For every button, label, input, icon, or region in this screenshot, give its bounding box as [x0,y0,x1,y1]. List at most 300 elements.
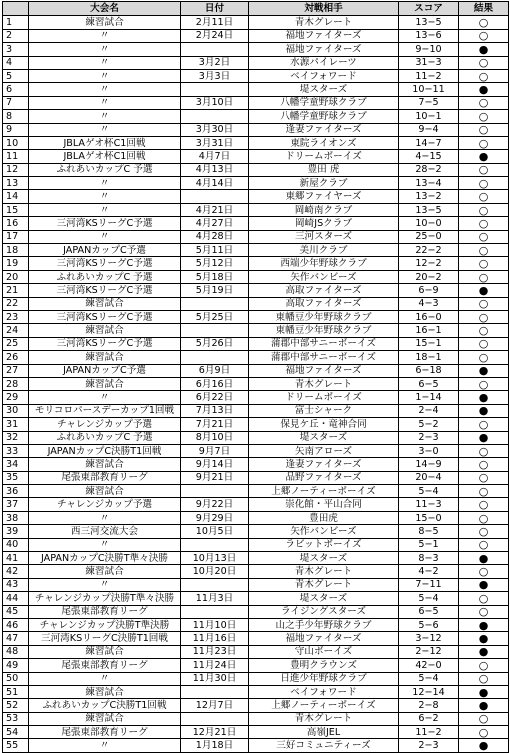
opponent-name: 高取ファイターズ [249,284,399,297]
tournament-name: ふれあいカップC 予選 [29,163,181,176]
game-result: ● [459,739,509,752]
table-row [3,431,509,444]
tournament-name: ふれあいカップC 予選 [29,431,181,444]
game-score: 2−4 [399,404,459,417]
game-score: 42−0 [399,659,459,672]
tournament-name: 練習試合 [29,16,181,29]
table-row [3,150,509,163]
game-score: 31−3 [399,56,459,69]
tournament-name: JAPANカップC予選 [29,244,181,257]
game-result: ○ [459,310,509,323]
table-row [3,525,509,538]
table-row [3,230,509,243]
tournament-name: 〃 [29,43,181,56]
game-date: 12月7日 [181,699,249,712]
game-date: 4月7日 [181,150,249,163]
game-result: ○ [459,418,509,431]
game-score: 25−0 [399,230,459,243]
row-number: 46 [3,618,29,631]
game-date: 9月14日 [181,458,249,471]
row-number: 34 [3,458,29,471]
results-table [2,1,509,753]
game-date: 11月3日 [181,592,249,605]
game-score: 22−2 [399,244,459,257]
tournament-name: 〃 [29,190,181,203]
table-row [3,605,509,618]
table-row [3,618,509,631]
tournament-name: 尾張東部教育リーグ [29,471,181,484]
row-number: 24 [3,324,29,337]
game-date [181,190,249,203]
row-number: 9 [3,123,29,136]
table-row [3,190,509,203]
row-number: 37 [3,498,29,511]
game-date: 9月7日 [181,444,249,457]
game-date: 11月24日 [181,659,249,672]
game-result: ○ [459,177,509,190]
opponent-name: ラビットボーイズ [249,538,399,551]
row-number: 17 [3,230,29,243]
game-date: 8月10日 [181,431,249,444]
game-score: 16−0 [399,310,459,323]
tournament-name: 練習試合 [29,351,181,364]
game-score: 4−15 [399,150,459,163]
row-number: 35 [3,471,29,484]
opponent-name: 美川クラブ [249,244,399,257]
game-score: 2−3 [399,431,459,444]
opponent-name: ベイフォワード [249,685,399,698]
game-result: ● [459,43,509,56]
table-row [3,217,509,230]
row-number: 15 [3,203,29,216]
opponent-name: 東院ライオンズ [249,136,399,149]
tournament-name: 〃 [29,739,181,752]
game-score: 20−4 [399,471,459,484]
tournament-name: 〃 [29,123,181,136]
game-score: 2−3 [399,739,459,752]
game-date [181,324,249,337]
tournament-name: JAPANカップC決勝T準々決勝 [29,552,181,565]
game-score: 5−6 [399,618,459,631]
row-number: 6 [3,83,29,96]
game-score: 18−1 [399,351,459,364]
tournament-name: 練習試合 [29,485,181,498]
game-score: 2−8 [399,699,459,712]
table-row [3,29,509,42]
table-row [3,632,509,645]
game-result: ○ [459,190,509,203]
tournament-name: 〃 [29,203,181,216]
opponent-name: 福地ファイターズ [249,29,399,42]
game-date [181,297,249,310]
table-row [3,511,509,524]
row-number: 2 [3,29,29,42]
game-score: 15−1 [399,337,459,350]
game-score: 20−2 [399,270,459,283]
row-number: 22 [3,297,29,310]
game-result: ○ [459,69,509,82]
game-score: 13−4 [399,177,459,190]
row-number: 40 [3,538,29,551]
game-date: 10月20日 [181,565,249,578]
table-row [3,96,509,109]
game-score: 5−1 [399,538,459,551]
game-date: 12月21日 [181,726,249,739]
game-result: ○ [459,726,509,739]
row-number: 47 [3,632,29,645]
game-date: 10月13日 [181,552,249,565]
row-number: 19 [3,257,29,270]
opponent-name: 高取ファイターズ [249,297,399,310]
opponent-name: ライジングスターズ [249,605,399,618]
game-score: 6−2 [399,712,459,725]
table-row [3,645,509,658]
row-number: 36 [3,485,29,498]
header-row [3,2,509,16]
table-row [3,324,509,337]
tournament-name: 練習試合 [29,685,181,698]
table-row [3,56,509,69]
tournament-name: 〃 [29,56,181,69]
game-score: 4−3 [399,297,459,310]
game-date [181,712,249,725]
table-row [3,498,509,511]
game-result: ○ [459,498,509,511]
tournament-name: チャレンジカップ決勝T準々決勝 [29,592,181,605]
opponent-name: ベイフォワード [249,69,399,82]
tournament-name: 練習試合 [29,565,181,578]
game-date [181,605,249,618]
game-score: 5−4 [399,592,459,605]
game-date [181,538,249,551]
game-score: 13−6 [399,29,459,42]
table-row [3,244,509,257]
game-result: ○ [459,525,509,538]
row-number: 14 [3,190,29,203]
opponent-name: 矢作バンビーズ [249,525,399,538]
game-result: ● [459,552,509,565]
game-result: ○ [459,217,509,230]
game-result: ● [459,685,509,698]
opponent-name: 高嶺JEL [249,726,399,739]
tournament-name: 〃 [29,511,181,524]
game-score: 11−2 [399,726,459,739]
row-number: 8 [3,110,29,123]
game-result: ○ [459,659,509,672]
game-result: ○ [459,592,509,605]
game-result: ○ [459,96,509,109]
game-result: ○ [459,110,509,123]
row-number: 45 [3,605,29,618]
opponent-name: 崇化館・平山合同 [249,498,399,511]
game-date: 5月26日 [181,337,249,350]
tournament-name: 〃 [29,578,181,591]
tournament-name: チャレンジカップ予選 [29,498,181,511]
opponent-name: ドリームボーイズ [249,391,399,404]
row-number: 20 [3,270,29,283]
tournament-name: 〃 [29,391,181,404]
row-number: 10 [3,136,29,149]
opponent-name: 豊田 虎 [249,163,399,176]
game-result: ○ [459,297,509,310]
table-row [3,310,509,323]
tournament-name: JAPANカップC予選 [29,364,181,377]
game-result: ● [459,618,509,631]
tournament-name: 尾張東部教育リーグ [29,605,181,618]
game-score: 7−5 [399,96,459,109]
opponent-name: 蒲郡中部サニーボーイズ [249,337,399,350]
header-number [3,2,29,16]
opponent-name: ドリームボーイズ [249,150,399,163]
game-result: ● [459,150,509,163]
opponent-name: 水源パイレーツ [249,56,399,69]
row-number: 4 [3,56,29,69]
row-number: 5 [3,69,29,82]
game-date: 2月24日 [181,29,249,42]
game-date: 3月10日 [181,96,249,109]
game-date [181,43,249,56]
tournament-name: JAPANカップC決勝T1回戦 [29,444,181,457]
table-row [3,270,509,283]
game-score: 5−2 [399,418,459,431]
opponent-name: 矢南アローズ [249,444,399,457]
opponent-name: 新屋クラブ [249,177,399,190]
game-date: 5月25日 [181,310,249,323]
table-row [3,284,509,297]
opponent-name: 上郷ノーティーボーイズ [249,699,399,712]
game-score: 15−0 [399,511,459,524]
game-date [181,485,249,498]
game-score: 6−5 [399,377,459,390]
game-score: 6−18 [399,364,459,377]
game-result: ○ [459,257,509,270]
row-number: 3 [3,43,29,56]
opponent-name: 保見ケ丘・竜神合同 [249,418,399,431]
game-date: 3月31日 [181,136,249,149]
game-score: 5−4 [399,485,459,498]
table-row [3,123,509,136]
tournament-name: チャレンジカップ決勝T準決勝 [29,618,181,631]
game-result: ○ [459,270,509,283]
game-date: 4月13日 [181,163,249,176]
opponent-name: 堤スターズ [249,592,399,605]
game-score: 5−4 [399,672,459,685]
opponent-name: 西端少年野球クラブ [249,257,399,270]
game-score: 13−2 [399,190,459,203]
opponent-name: 富士シャーク [249,404,399,417]
game-date: 6月22日 [181,391,249,404]
row-number: 38 [3,511,29,524]
tournament-name: 〃 [29,96,181,109]
game-score: 8−3 [399,552,459,565]
opponent-name: 青木グレート [249,565,399,578]
table-row [3,404,509,417]
game-result: ● [459,699,509,712]
tournament-name: 〃 [29,177,181,190]
row-number: 28 [3,377,29,390]
game-score: 10−0 [399,217,459,230]
tournament-name: 練習試合 [29,458,181,471]
opponent-name: 三好コミュニティーズ [249,739,399,752]
header-opponent: 対戦相手 [249,2,399,16]
tournament-name: 〃 [29,110,181,123]
tournament-name: 三河湾KSリーグC決勝T1回戦 [29,632,181,645]
game-result: ○ [459,565,509,578]
game-date: 5月18日 [181,270,249,283]
tournament-name: 三河湾KSリーグC予選 [29,284,181,297]
game-score: 28−2 [399,163,459,176]
opponent-name: 岡崎南クラブ [249,203,399,216]
opponent-name: 八幡学童野球クラブ [249,96,399,109]
opponent-name: 東幡豆少年野球クラブ [249,310,399,323]
game-result: ○ [459,458,509,471]
table-row [3,257,509,270]
table-row [3,83,509,96]
opponent-name: 品野ファイターズ [249,471,399,484]
tournament-name: 尾張東部教育リーグ [29,659,181,672]
header-tournament: 大会名 [29,2,181,16]
game-date: 3月2日 [181,56,249,69]
game-score: 9−4 [399,123,459,136]
game-result: ○ [459,136,509,149]
opponent-name: 豊明クラウンズ [249,659,399,672]
row-number: 11 [3,150,29,163]
game-result: ○ [459,444,509,457]
game-date: 7月21日 [181,418,249,431]
tournament-name: ふれあいカップC 予選 [29,270,181,283]
row-number: 29 [3,391,29,404]
row-number: 12 [3,163,29,176]
row-number: 44 [3,592,29,605]
game-score: 1−14 [399,391,459,404]
tournament-name: ふれあいカップC決勝T1回戦 [29,699,181,712]
table-row [3,458,509,471]
game-result: ● [459,632,509,645]
game-result: ● [459,83,509,96]
game-result: ○ [459,712,509,725]
game-date: 5月11日 [181,244,249,257]
table-row [3,16,509,29]
row-number: 25 [3,337,29,350]
row-number: 23 [3,310,29,323]
table-row [3,69,509,82]
row-number: 39 [3,525,29,538]
row-number: 50 [3,672,29,685]
game-date: 1月18日 [181,739,249,752]
row-number: 30 [3,404,29,417]
opponent-name: 青木グレート [249,16,399,29]
table-row [3,351,509,364]
tournament-name: 練習試合 [29,297,181,310]
game-score: 3−12 [399,632,459,645]
game-date [181,110,249,123]
row-number: 55 [3,739,29,752]
game-result: ● [459,364,509,377]
game-date: 2月11日 [181,16,249,29]
opponent-name: 福地ファイターズ [249,632,399,645]
table-row [3,203,509,216]
opponent-name: 堤スターズ [249,83,399,96]
opponent-name: 福地ファイターズ [249,364,399,377]
opponent-name: 三河スターズ [249,230,399,243]
game-result: ○ [459,56,509,69]
table-row [3,471,509,484]
row-number: 26 [3,351,29,364]
row-number: 43 [3,578,29,591]
table-row [3,592,509,605]
game-result: ● [459,284,509,297]
tournament-name: 三河湾KSリーグC予選 [29,257,181,270]
row-number: 32 [3,431,29,444]
tournament-name: チャレンジカップ予選 [29,418,181,431]
game-date [181,351,249,364]
game-score: 6−5 [399,605,459,618]
tournament-name: 〃 [29,230,181,243]
game-date: 4月28日 [181,230,249,243]
opponent-name: 上郷ノーティーボーイズ [249,485,399,498]
game-result: ● [459,578,509,591]
game-result: ○ [459,16,509,29]
game-result: ● [459,404,509,417]
game-score: 6−9 [399,284,459,297]
row-number: 31 [3,418,29,431]
game-date: 5月19日 [181,284,249,297]
game-date: 3月3日 [181,69,249,82]
game-result: ○ [459,244,509,257]
game-score: 13−5 [399,16,459,29]
opponent-name: 岡崎JSクラブ [249,217,399,230]
table-row [3,578,509,591]
row-number: 52 [3,699,29,712]
game-date: 5月12日 [181,257,249,270]
opponent-name: 日進少年野球クラブ [249,672,399,685]
opponent-name: 逢妻ファイターズ [249,458,399,471]
table-row [3,699,509,712]
opponent-name: 堤スターズ [249,552,399,565]
game-score: 14−7 [399,136,459,149]
row-number: 41 [3,552,29,565]
game-result: ○ [459,123,509,136]
game-date: 9月22日 [181,498,249,511]
game-score: 16−1 [399,324,459,337]
table-row [3,364,509,377]
tournament-name: 三河湾KSリーグC予選 [29,217,181,230]
game-date: 10月5日 [181,525,249,538]
game-score: 10−1 [399,110,459,123]
table-row [3,110,509,123]
table-row [3,297,509,310]
row-number: 16 [3,217,29,230]
game-result: ○ [459,337,509,350]
game-result: ○ [459,324,509,337]
tournament-name: 〃 [29,29,181,42]
game-score: 7−11 [399,578,459,591]
opponent-name: 青木グレート [249,578,399,591]
game-score: 12−14 [399,685,459,698]
table-row [3,659,509,672]
opponent-name: 東幡豆少年野球クラブ [249,324,399,337]
game-date: 7月13日 [181,404,249,417]
table-row [3,377,509,390]
game-result: ○ [459,538,509,551]
game-result: ○ [459,605,509,618]
game-date: 9月29日 [181,511,249,524]
table-row [3,418,509,431]
opponent-name: 蒲郡中部サニーボーイズ [249,351,399,364]
tournament-name: 〃 [29,672,181,685]
game-score: 12−2 [399,257,459,270]
table-row [3,552,509,565]
